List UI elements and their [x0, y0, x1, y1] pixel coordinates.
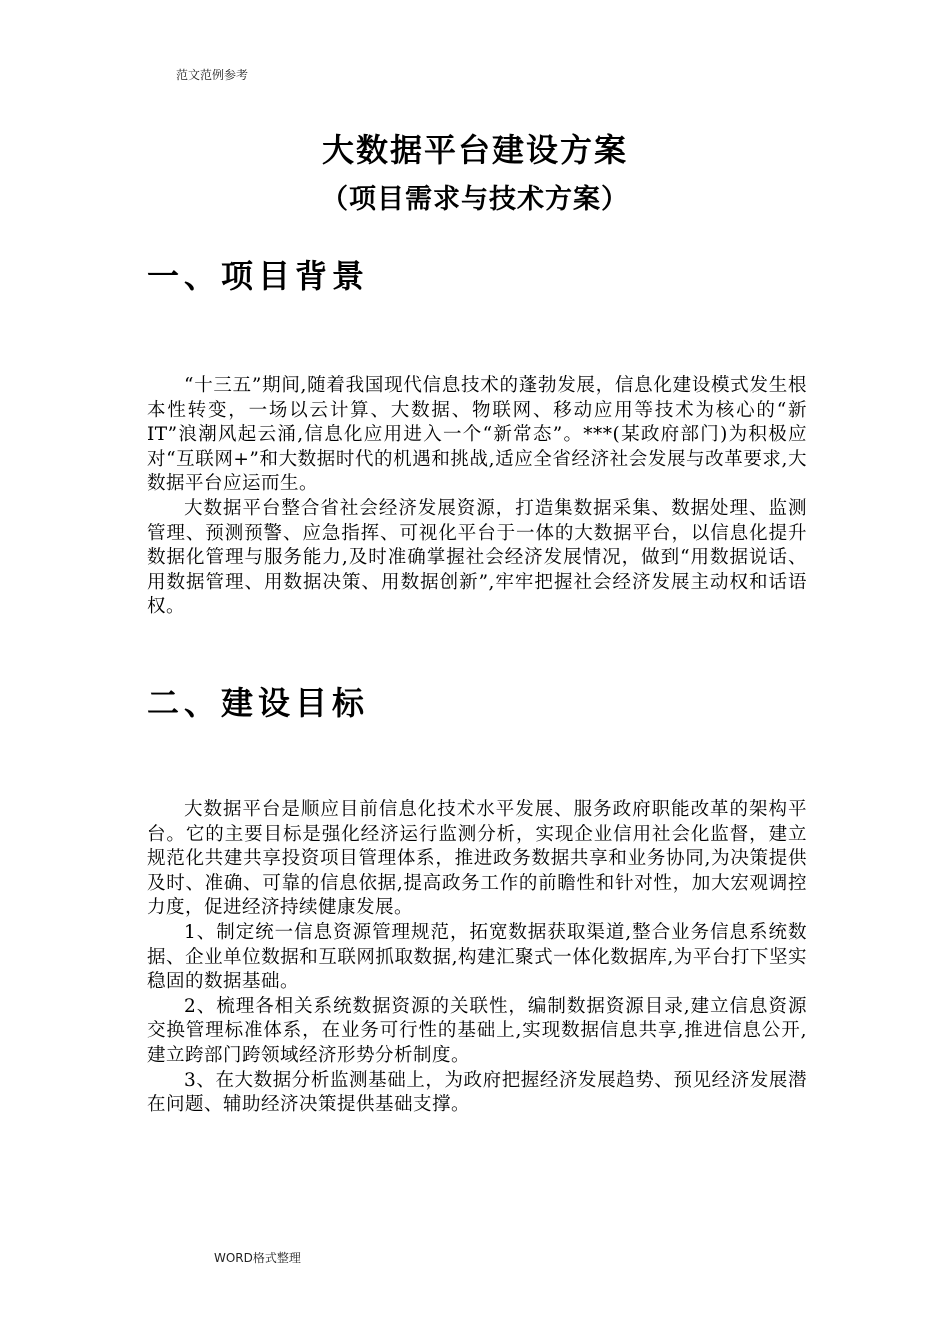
list-item: 3、在大数据分析监测基础上，为政府把握经济发展趋势、预见经济发展潜在问题、辅助经济决策提供基础支撑。	[147, 1069, 807, 1116]
section-body-goals	[147, 798, 807, 1118]
section-body-background	[147, 374, 807, 620]
section-heading-goals: 二、建设目标	[147, 684, 370, 722]
footer-note: WORD格式整理	[214, 1251, 301, 1265]
document-title: 大数据平台建设方案	[321, 131, 628, 169]
paragraph: “十三五”期间,随着我国现代信息技术的蓬勃发展，信息化建设模式发生根本性转变，一场以云计算、大数据、物联网、移动应用等技术为核心的“新 IT”浪潮风起云涌,信息化应用进入一个“新常态”。***(某政府部门)为积极应对“互联网+”和大数据时代的机遇和挑战,适应全省经济社会发展与改革要求,大数据平台应运而生。	[147, 375, 807, 495]
paragraph: 大数据平台是顺应目前信息化技术水平发展、服务政府职能改革的架构平台。它的主要目标是强化经济运行监测分析，实现企业信用社会化监督，建立规范化共建共享投资项目管理体系，推进政务数据共享和业务协同,为决策提供及时、准确、可靠的信息依据,提高政务工作的前瞻性和针对性，加大宏观调控力度，促进经济持续健康发展。	[147, 799, 807, 919]
document-subtitle: （项目需求与技术方案）	[321, 184, 629, 215]
section-heading-background: 一、项目背景	[147, 257, 370, 295]
list-item: 2、梳理各相关系统数据资源的关联性，编制数据资源目录,建立信息资源交换管理标准体系，在业务可行性的基础上,实现数据信息共享,推进信息公开,建立跨部门跨领域经济形势分析制度。	[147, 995, 807, 1066]
list-item: 1、制定统一信息资源管理规范，拓宽数据获取渠道,整合业务信息系统数据、企业单位数据和互联网抓取数据,构建汇聚式一体化数据库,为平台打下坚实稳固的数据基础。	[147, 921, 807, 993]
header-note: 范文范例参考	[176, 68, 249, 82]
paragraph: 大数据平台整合省社会经济发展资源，打造集数据采集、数据处理、监测管理、预测预警、应急指挥、可视化平台于一体的大数据平台，以信息化提升数据化管理与服务能力,及时准确掌握社会经济发展情况，做到“用数据说话、用数据管理、用数据决策、用数据创新”,牢牢把握社会经济发展主动权和话语权。	[147, 497, 807, 618]
